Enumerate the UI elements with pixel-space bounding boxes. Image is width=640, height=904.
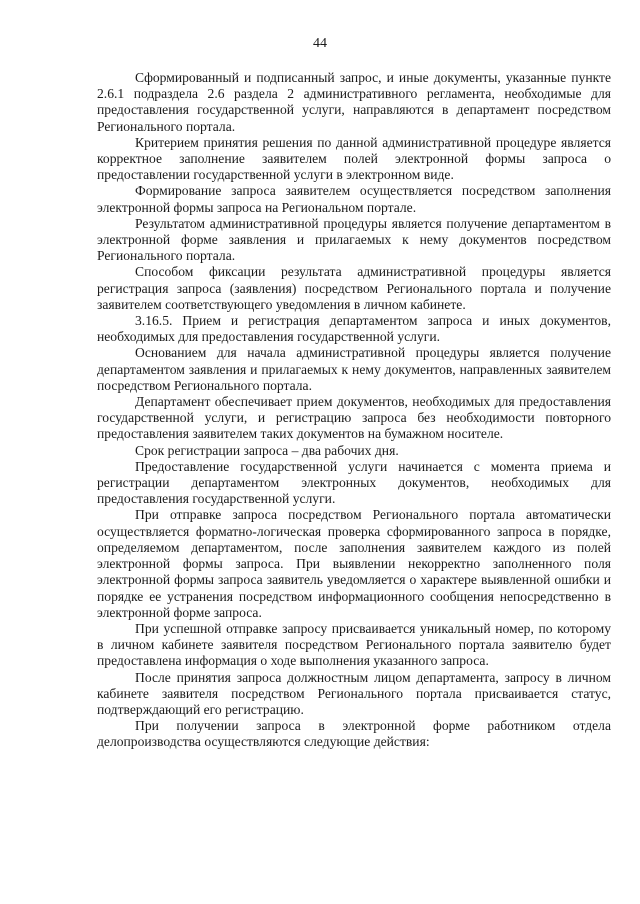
paragraph: При отправке запроса посредством Регионального портала автоматически осуществляется форматно-логическая проверка сформированного запроса в порядке, определяемом департаментом, после заполнения заявителем каждого из полей электронной формы запроса. При выявлении некорректно заполненного поля электронной формы запроса заявитель уведомляется о характере выявленной ошибки и порядке ее устранения посредством информационного сообщения непосредственно в электронной форме запроса. <box>97 507 611 620</box>
paragraph: Предоставление государственной услуги начинается с момента приема и регистрации департаментом электронных документов, необходимых для предоставления государственной услуги. <box>97 458 611 507</box>
paragraph: При успешной отправке запросу присваивается уникальный номер, по которому в личном кабинете заявителя посредством Регионального портала заявителю будет предоставлена информация о ходе выполнения указанного запроса. <box>97 620 611 669</box>
paragraph: Способом фиксации результата административной процедуры является регистрация запроса (заявления) посредством Регионального портала и получение заявителем соответствующего уведомления в личном кабинете. <box>97 264 611 312</box>
paragraph: Результатом административной процедуры является получение департаментом в электронной форме заявления и прилагаемых к нему документов посредством Регионального портала. <box>97 215 611 264</box>
paragraph: Сформированный и подписанный запрос, и иные документы, указанные пункте 2.6.1 подраздела 2.6 раздела 2 административного регламента, необходимые для предоставления государственной услуги, направляются в департамент посредством Регионального портала. <box>97 70 611 134</box>
paragraph: Срок регистрации запроса – два рабочих дня. <box>135 442 399 458</box>
paragraph: При получении запроса в электронной форме работником отдела делопроизводства осуществляются следующие действия: <box>97 718 611 750</box>
paragraph: Формирование запроса заявителем осуществляется посредством заполнения электронной формы запроса на Региональном портале. <box>97 183 611 215</box>
paragraph: После принятия запроса должностным лицом департамента, запросу в личном кабинете заявителя посредством Регионального портала присваивается статус, подтверждающий его регистрацию. <box>97 669 611 717</box>
page-number: 44 <box>313 36 327 51</box>
paragraph: Критерием принятия решения по данной административной процедуре является корректное заполнение заявителем полей электронной формы запроса о предоставлении государственной услуги в электронном виде. <box>97 134 611 183</box>
paragraph: Основанием для начала административной процедуры является получение департаментом заявления и прилагаемых к нему документов, направленных заявителем посредством Регионального портала. <box>97 345 611 393</box>
document-body <box>97 70 611 751</box>
paragraph: Департамент обеспечивает прием документов, необходимых для предоставления государственной услуги, и регистрацию запроса без необходимости повторного предоставления заявителем таких документов на бумажном носителе. <box>97 394 611 442</box>
section-heading-3-16-5: 3.16.5. Прием и регистрация департаментом запроса и иных документов, необходимых для предоставления государственной услуги. <box>97 313 611 345</box>
